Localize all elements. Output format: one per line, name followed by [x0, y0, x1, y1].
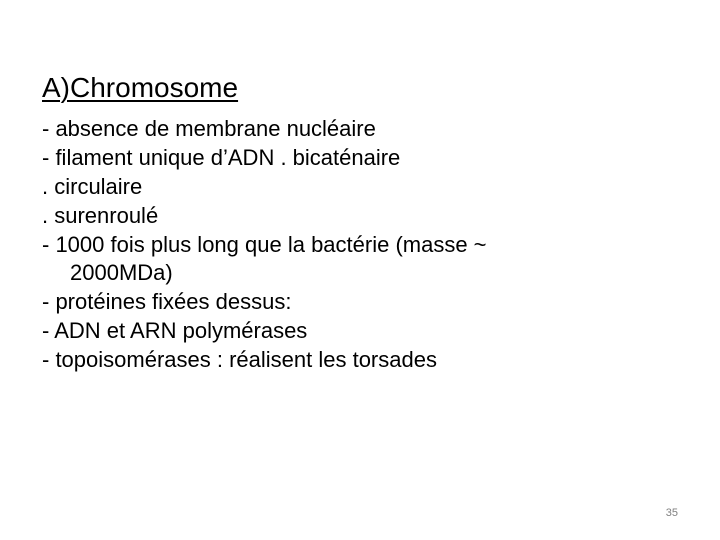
slide-title: A)Chromosome — [42, 72, 239, 103]
list-item-continuation: 2000MDa) — [70, 260, 173, 285]
list-item — [42, 346, 682, 374]
list-item — [42, 202, 682, 230]
list-item-text: . surenroulé — [42, 203, 159, 228]
bullet-list — [42, 115, 682, 375]
list-item — [42, 288, 682, 316]
list-item — [42, 317, 682, 345]
list-item-text: - topoisomérases : réalisent les torsades — [42, 347, 437, 372]
list-item-text: - filament unique d’ADN . bicaténaire — [42, 145, 401, 170]
list-item-text: - protéines fixées dessus: — [42, 289, 292, 314]
list-item-text: . circulaire — [42, 174, 143, 199]
list-item — [42, 115, 682, 143]
list-item — [42, 231, 682, 287]
list-item-text: - 1000 fois plus long que la bactérie (masse ~ — [42, 232, 487, 257]
page-number: 35 — [665, 507, 678, 519]
list-item-text: - absence de membrane nucléaire — [42, 116, 376, 141]
list-item — [42, 173, 682, 201]
list-item — [42, 144, 682, 172]
list-item-text: - ADN et ARN polymérases — [42, 318, 308, 343]
